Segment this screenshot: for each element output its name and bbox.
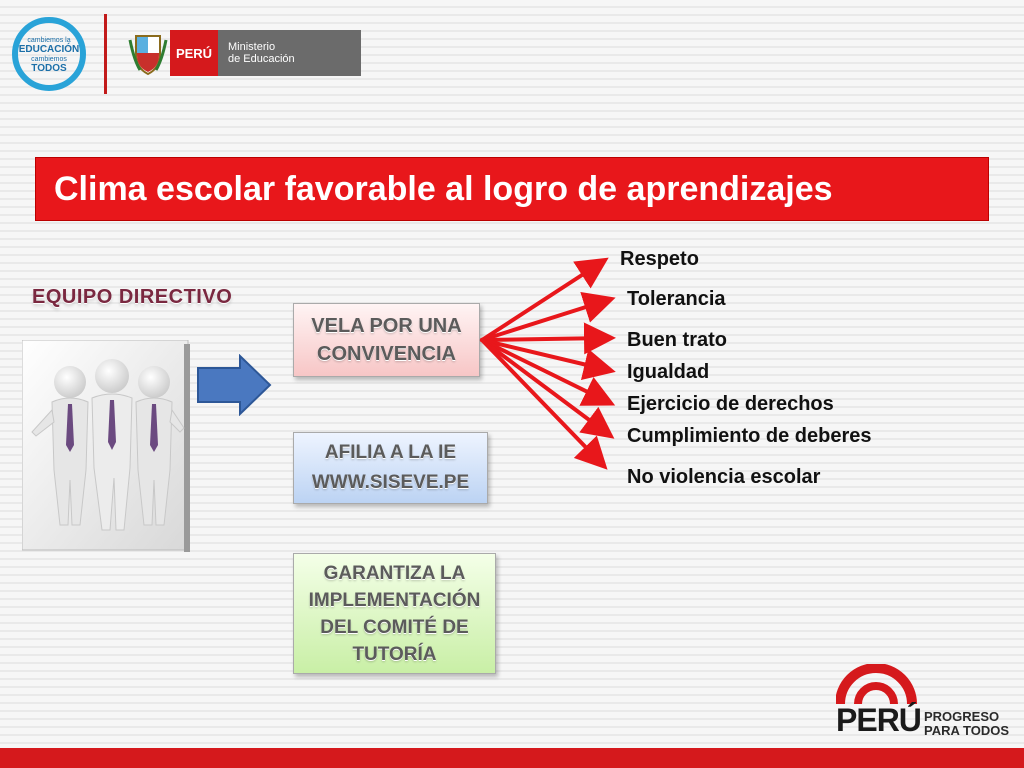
action-line: GARANTIZA LA <box>323 562 466 584</box>
action-line: AFILIA A LA IE <box>324 442 457 463</box>
action-line: DEL COMITÉ DE <box>320 616 469 638</box>
campaign-logo <box>8 14 90 94</box>
value-arrows <box>470 240 630 480</box>
action-line: IMPLEMENTACIÓN <box>308 589 481 611</box>
slide-title: Clima escolar favorable al logro de aprendizajes <box>54 169 833 208</box>
footer-progreso-line1: PROGRESO <box>924 709 1000 724</box>
action-line: VELA POR UNA <box>311 315 462 337</box>
footer-progreso-line2: PARA TODOS <box>924 723 1009 738</box>
value-item: No violencia escolar <box>627 466 821 488</box>
action-box-convivencia <box>293 303 480 377</box>
peru-label: PERÚ <box>170 30 218 76</box>
team-image <box>22 340 190 552</box>
action-box-siseve <box>293 432 488 504</box>
logo-text-2: EDUCACIÓN <box>18 44 80 55</box>
ministerio-line2: de Educación <box>228 53 295 65</box>
logo-text-1: cambiemos la <box>27 37 71 44</box>
arrow-buen-trato <box>482 338 608 340</box>
value-item: Cumplimiento de deberes <box>627 425 872 447</box>
arrow-derechos <box>482 340 608 402</box>
header-divider <box>104 14 107 94</box>
value-item: Buen trato <box>627 329 727 351</box>
value-item: Respeto <box>620 248 699 270</box>
action-line: TUTORÍA <box>352 643 437 665</box>
footer-bar <box>0 748 1024 768</box>
actor-label: EQUIPO DIRECTIVO <box>32 286 233 308</box>
arrow-no-violencia <box>482 340 602 464</box>
right-arrow-icon <box>196 354 272 416</box>
footer-progreso-text <box>924 710 1009 738</box>
value-item: Ejercicio de derechos <box>627 393 834 415</box>
value-item: Tolerancia <box>627 288 726 310</box>
ministerio-line1: Ministerio <box>228 41 276 53</box>
action-line: CONVIVENCIA <box>317 343 456 365</box>
coat-of-arms-icon <box>128 30 168 76</box>
logo-text-3: cambiemos <box>31 56 67 63</box>
logo-text-4: TODOS <box>31 63 67 74</box>
footer-peru-text: PERÚ <box>836 702 921 738</box>
action-line: WWW.SISEVE.PE <box>311 472 470 493</box>
action-box-tutoria <box>293 553 496 674</box>
value-item: Igualdad <box>627 361 710 383</box>
arrow-tolerancia <box>482 300 608 340</box>
arrow-respeto <box>482 262 602 340</box>
ministerio-label <box>218 30 361 76</box>
title-bar <box>36 158 988 220</box>
